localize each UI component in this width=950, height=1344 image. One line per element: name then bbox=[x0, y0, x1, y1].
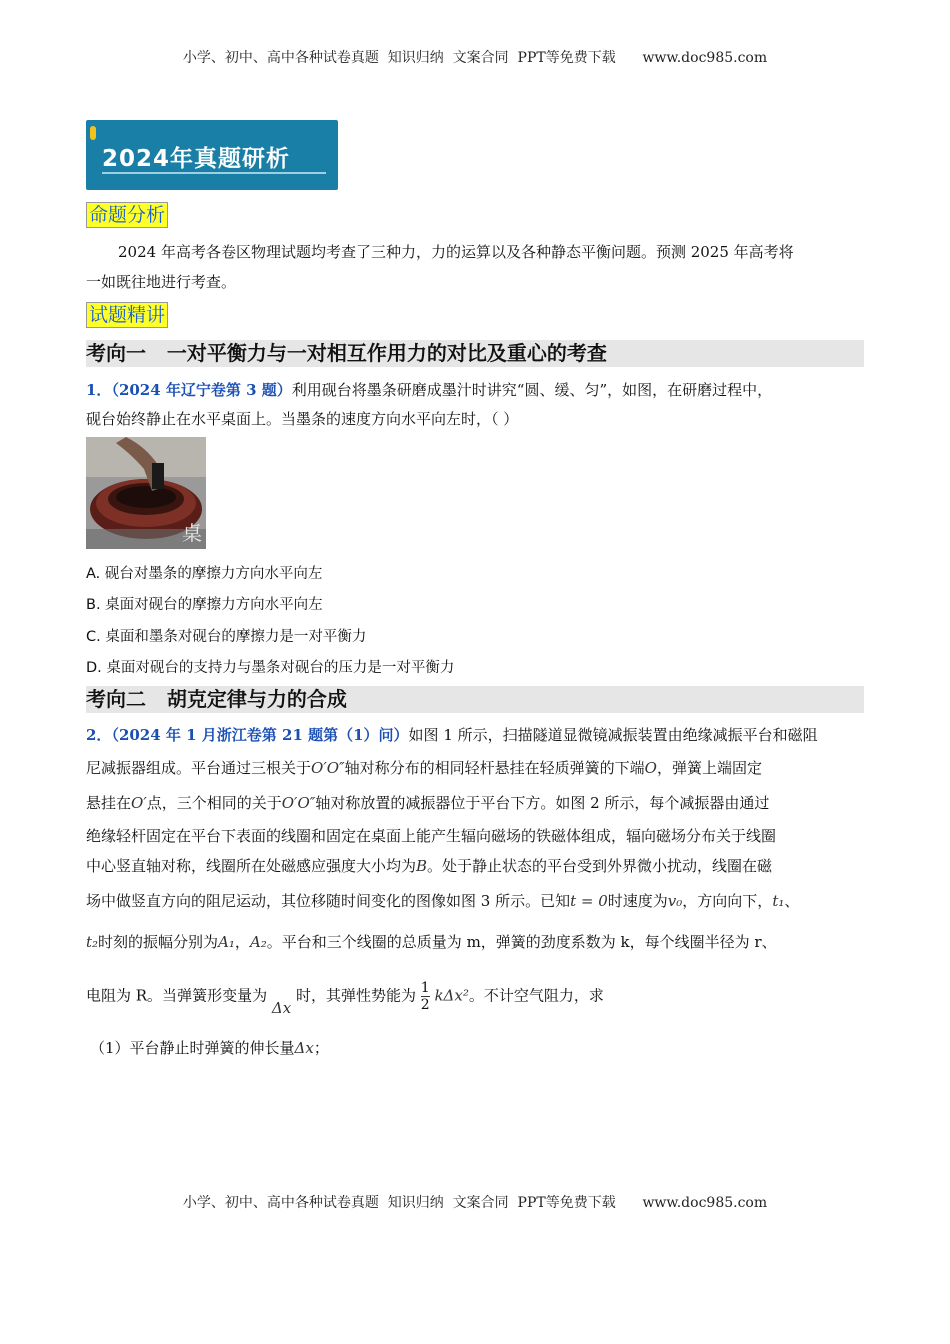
q1-line-2: 砚台始终静止在水平桌面上。当墨条的速度方向水平向左时，（ ） bbox=[86, 410, 519, 428]
q2-subquestion-1: （1）平台静止时弹簧的伸长量Δx； bbox=[90, 1039, 329, 1057]
q1-option-b: B. 桌面对砚台的摩擦力方向水平向左 bbox=[86, 597, 323, 613]
inkstone-photo bbox=[86, 437, 206, 549]
q2-line-4: 绝缘轻杆固定在平台下表面的线圈和固定在桌面上能产生辐向磁场的铁磁体组成，辐向磁场分布关于线圈 bbox=[86, 827, 777, 845]
desk-label: 桌 bbox=[182, 521, 202, 545]
q1-option-a: A. 砚台对墨条的摩擦力方向水平向左 bbox=[86, 566, 323, 582]
q1-source: （2024 年辽宁卷第 3 题） bbox=[111, 381, 292, 399]
direction-1-heading: 考向一 一对平衡力与一对相互作用力的对比及重心的考查 bbox=[86, 340, 864, 367]
page-header: 小学、初中、高中各种试卷真题 知识归纳 文案合同 PPT等免费下载 www.doc985.com bbox=[182, 50, 768, 66]
analysis-line-1: 2024 年高考各卷区物理试题均考查了三种力，力的运算以及各种静态平衡问题。预测 2025 年高考将 bbox=[118, 243, 794, 261]
q2-number: 2． bbox=[86, 726, 112, 744]
banner-title: 2024年真题研析 bbox=[102, 146, 291, 172]
q2-line-8: 电阻为 R。当弹簧形变量为 Δx 时，其弹性势能为 $\frac{1}{2}$ kΔx²。不计空气阻力，求 bbox=[86, 980, 604, 1017]
q1-line-1 bbox=[86, 375, 866, 405]
analysis-label: 命题分析 bbox=[86, 200, 168, 227]
analysis-line-2: 一如既往地进行考查。 bbox=[86, 273, 237, 291]
q1-option-d: D. 桌面对砚台的支持力与墨条对砚台的压力是一对平衡力 bbox=[86, 660, 455, 676]
fraction-half: $\frac{1}{2}$ bbox=[420, 980, 430, 1013]
banner-underline bbox=[102, 172, 326, 174]
q2-line-3: 悬挂在O′点，三个相同的关于O′O″轴对称放置的减振器位于平台下方。如图 2 所示，每个减振器由通过 bbox=[86, 794, 770, 812]
title-banner bbox=[86, 120, 338, 190]
page-footer: 小学、初中、高中各种试卷真题 知识归纳 文案合同 PPT等免费下载 www.doc985.com bbox=[182, 1195, 768, 1211]
q2-line-7: t₂时刻的振幅分别为A₁，A₂。平台和三个线圈的总质量为 m，弹簧的劲度系数为 k，每个线圈半径为 r、 bbox=[86, 933, 777, 951]
q2-line-1: 2．（2024 年 1 月浙江卷第 21 题第（1）问）如图 1 所示，扫描隧道显微镜减振装置由绝缘减振平台和磁阻 bbox=[86, 726, 818, 744]
lecture-label: 试题精讲 bbox=[86, 300, 168, 327]
q1-text-1: 利用砚台将墨条研磨成墨汁时讲究“圆、缓、匀”，如图，在研磨过程中， bbox=[291, 381, 773, 399]
q2-line-5: 中心竖直轴对称，线圈所在处磁感应强度大小均为B。处于静止状态的平台受到外界微小扰动，线圈在磁 bbox=[86, 857, 773, 875]
q1-number: 1． bbox=[86, 381, 112, 399]
q2-line-6: 场中做竖直方向的阻尼运动，其位移随时间变化的图像如图 3 所示。已知t = 0时速度为v₀，方向向下，t₁、 bbox=[86, 892, 800, 910]
q2-source: （2024 年 1 月浙江卷第 21 题第（1）问） bbox=[111, 726, 409, 744]
banner-accent-mark bbox=[90, 126, 96, 140]
q2-line-2: 尼减振器组成。平台通过三根关于O′O″轴对称分布的相同轻杆悬挂在轻质弹簧的下端O，弹簧上端固定 bbox=[86, 759, 762, 777]
direction-2-heading: 考向二 胡克定律与力的合成 bbox=[86, 686, 864, 713]
q1-option-c: C. 桌面和墨条对砚台的摩擦力是一对平衡力 bbox=[86, 629, 367, 645]
